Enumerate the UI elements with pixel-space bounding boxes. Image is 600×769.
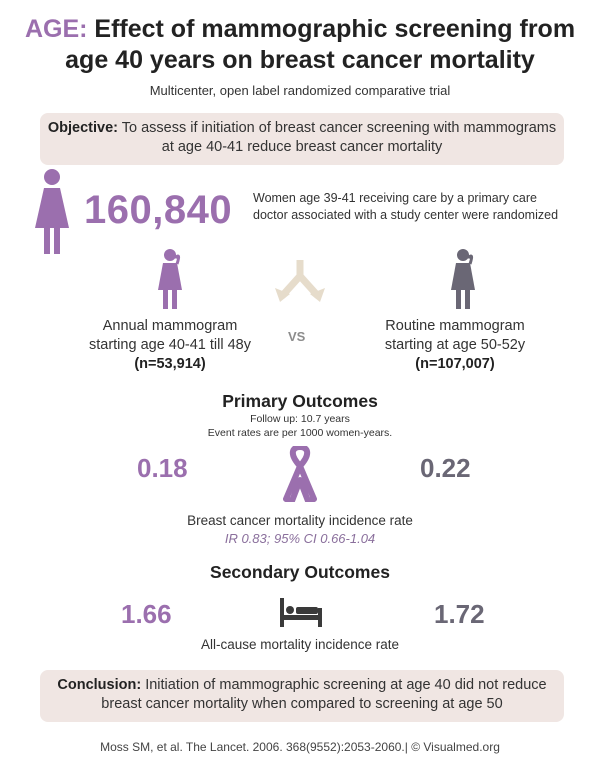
woman-screening-icon-intervention — [155, 248, 185, 310]
arm-control-line2: starting at age 50-52y — [384, 337, 526, 353]
arm-intervention-line2: starting age 40-41 till 48y — [88, 337, 251, 353]
population-description: Women age 39-41 receiving care by a primary care doctor associated with a study center were randomized — [253, 191, 559, 222]
hospital-bed-icon — [279, 596, 323, 628]
woman-icon — [33, 168, 71, 256]
reference-citation: Moss SM, et al. The Lancet. 2006. 368(9552):2053-2060.| © Visualmed.org — [100, 740, 500, 754]
arm-intervention-line1: Annual mammogram — [102, 318, 238, 334]
secondary-intervention-value: 1.66 — [121, 599, 172, 629]
primary-outcome-label: Breast cancer mortality incidence rate — [187, 513, 413, 528]
arm-control-n: (n=107,007) — [415, 356, 495, 372]
page-title — [0, 14, 600, 76]
objective-text: To assess if initiation of breast cancer screening with mammograms at age 40-41 reduce breast cancer mortality — [121, 120, 557, 155]
subtitle: Multicenter, open label randomized comparative trial — [149, 83, 451, 98]
title-tag: AGE: — [24, 15, 88, 43]
primary-intervention-value: 0.18 — [137, 453, 188, 483]
arm-intervention — [50, 317, 290, 374]
title-text: Effect of mammographic screening from age 40 years on breast cancer mortality — [65, 15, 576, 74]
arm-control — [340, 317, 570, 374]
secondary-outcomes-heading: Secondary Outcomes — [210, 562, 390, 582]
conclusion-text: Initiation of mammographic screening at age 40 did not reduce breast cancer mortality when compared to screening at age 50 — [101, 677, 547, 712]
conclusion-label: Conclusion: — [57, 677, 142, 693]
vs-label: VS — [288, 329, 306, 344]
awareness-ribbon-icon — [283, 446, 317, 502]
objective-label: Objective: — [47, 120, 118, 136]
arm-control-line1: Routine mammogram — [385, 318, 525, 334]
split-arrows-icon — [274, 258, 326, 304]
rates-note: Event rates are per 1000 women-years. — [207, 427, 393, 439]
primary-outcome-stats: IR 0.83; 95% CI 0.66-1.04 — [224, 531, 376, 546]
arm-intervention-n: (n=53,914) — [134, 356, 206, 372]
secondary-control-value: 1.72 — [434, 599, 485, 629]
population-count: 160,840 — [84, 188, 233, 232]
primary-outcomes-heading: Primary Outcomes — [222, 391, 378, 411]
secondary-outcome-label: All-cause mortality incidence rate — [200, 637, 400, 652]
conclusion-box — [40, 670, 564, 722]
objective-box — [40, 113, 564, 165]
primary-control-value: 0.22 — [420, 453, 471, 483]
woman-screening-icon-control — [448, 248, 478, 310]
followup-text: Follow up: 10.7 years — [250, 413, 350, 425]
